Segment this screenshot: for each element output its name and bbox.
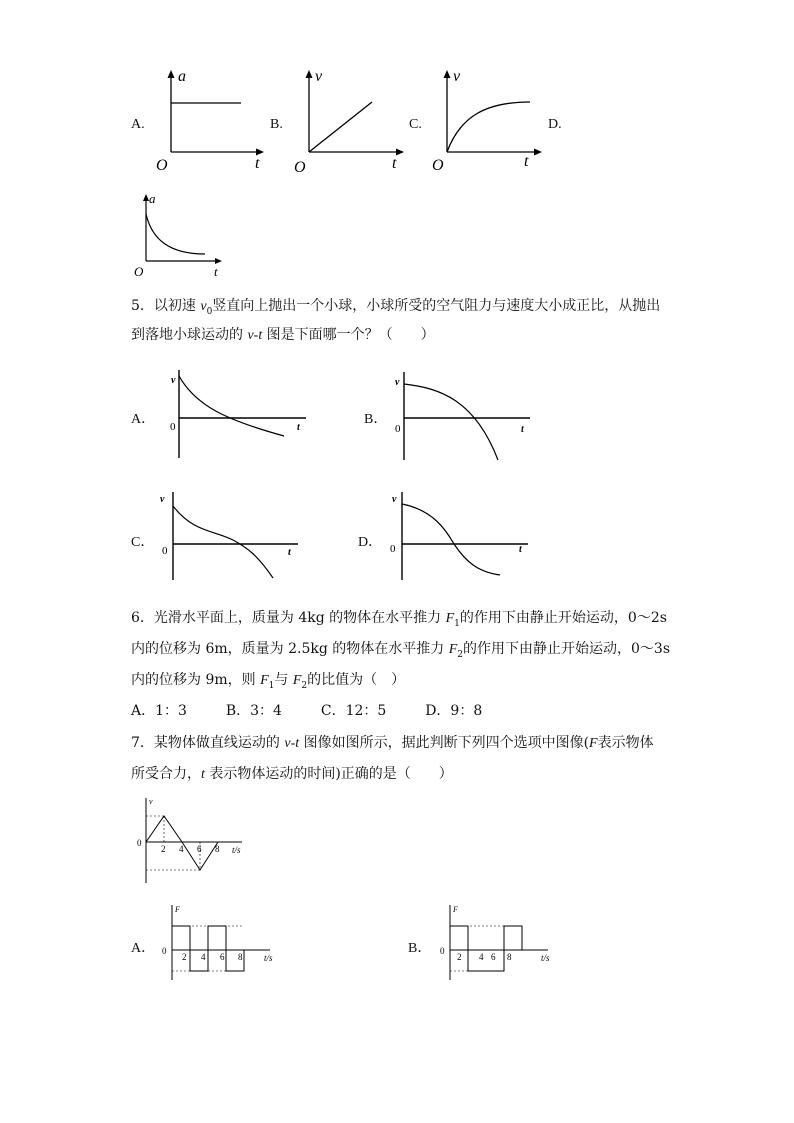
svg-text:2: 2	[182, 952, 187, 962]
svg-text:t: t	[288, 547, 291, 558]
svg-text:8: 8	[238, 952, 243, 962]
q7-option-b-graph	[436, 900, 566, 982]
svg-text:2: 2	[161, 844, 166, 854]
svg-text:0: 0	[162, 946, 167, 956]
q4-graph-c-origin: O	[432, 157, 444, 174]
q5-option-c-label: C．	[131, 535, 155, 550]
svg-text:8: 8	[215, 844, 220, 854]
q4-option-c-label: C.	[409, 117, 422, 132]
svg-text:t: t	[519, 544, 522, 555]
q5-graph-b	[390, 370, 540, 462]
q6-choice-b[interactable]: B．3：4	[225, 703, 282, 719]
q4-graph-d-ylabel: a	[149, 191, 156, 206]
q6-line1: 6．光滑水平面上，质量为 4kg 的物体在水平推力 $F_1$的作用下由静止开始运动，0～2s	[131, 610, 667, 629]
q6-line3: 内的位移为 9m，则 $F_1$与 $F_2$的比值为（ ）	[131, 672, 406, 691]
q4-graph-a-xlabel: t	[255, 155, 260, 172]
svg-text:2: 2	[457, 952, 462, 962]
q4-graph-c	[430, 62, 550, 177]
q7-line1: 7．某物体做直线运动的 v-t 图像如图所示，据此判断下列四个选项中图像(F表示物体	[131, 735, 654, 751]
svg-text:6: 6	[491, 952, 496, 962]
svg-text:6: 6	[220, 952, 225, 962]
svg-text:t: t	[297, 422, 300, 433]
q4-graph-b	[292, 62, 412, 177]
q4-option-a-label: A.	[131, 117, 145, 132]
q5-option-b-label: B．	[364, 412, 388, 427]
svg-text:8: 8	[507, 952, 512, 962]
q4-graph-c-ylabel: v	[453, 68, 461, 85]
q6-choices	[131, 704, 482, 718]
q4-option-d-label: D.	[548, 117, 562, 132]
svg-text:t/s: t/s	[541, 953, 550, 963]
svg-text:0: 0	[440, 946, 445, 956]
q4-graph-c-xlabel: t	[524, 153, 529, 170]
svg-text:t/s: t/s	[264, 953, 273, 963]
q6-line2: 内的位移为 6m，质量为 2.5kg 的物体在水平推力 $F_2$的作用下由静止开始运动，0～3s	[131, 641, 670, 660]
q4-graph-d-origin: O	[134, 264, 144, 279]
q4-graph-d-xlabel: t	[214, 264, 218, 279]
svg-text:0: 0	[390, 543, 396, 555]
q4-graph-a-origin: O	[156, 157, 168, 174]
svg-text:0: 0	[162, 545, 168, 557]
q5-line1: 5．以初速 $v_0$竖直向上抛出一个小球，小球所受的空气阻力与速度大小成正比，从抛出	[131, 298, 661, 317]
svg-text:F: F	[175, 905, 180, 914]
svg-text:v: v	[149, 797, 153, 806]
q4-graph-d	[130, 188, 230, 280]
q6-choice-d[interactable]: D．9：8	[425, 703, 483, 719]
q5-option-a-label: A．	[131, 412, 156, 427]
q7-option-b-label: B．	[408, 941, 432, 956]
svg-text:t/s: t/s	[232, 845, 241, 855]
q7-line2: 所受合力，t 表示物体运动的时间)正确的是（ ）	[131, 766, 453, 782]
q5-line2: 到落地小球运动的 v-t 图是下面哪一个？（ ）	[131, 327, 435, 343]
q5-graph-c	[158, 490, 308, 582]
q4-graph-b-xlabel: t	[392, 155, 397, 172]
q4-graph-a	[150, 62, 270, 177]
q4-graph-a-ylabel: a	[178, 68, 186, 85]
svg-text:4: 4	[201, 952, 206, 962]
q5-graph-a	[166, 368, 316, 460]
q5-graph-d	[388, 490, 538, 582]
svg-text:4: 4	[179, 844, 184, 854]
svg-text:v: v	[392, 494, 397, 505]
q7-option-a-graph	[158, 900, 288, 982]
svg-text:v: v	[171, 375, 176, 386]
svg-text:v: v	[395, 377, 400, 388]
svg-text:4: 4	[479, 952, 484, 962]
svg-text:6: 6	[197, 844, 202, 854]
q4-graph-b-ylabel: v	[315, 68, 323, 85]
q6-choice-c[interactable]: C．12：5	[320, 703, 387, 719]
svg-text:0: 0	[395, 423, 401, 435]
q4-option-b-label: B.	[270, 117, 283, 132]
q5-option-d-label: D．	[358, 535, 383, 550]
svg-text:v: v	[160, 494, 165, 505]
q4-graph-b-origin: O	[294, 159, 306, 176]
svg-text:F: F	[453, 905, 458, 914]
svg-text:0: 0	[137, 838, 142, 848]
q6-choice-a[interactable]: A．1：3	[131, 703, 187, 719]
svg-text:t: t	[521, 424, 524, 435]
q7-option-a-label: A．	[131, 941, 156, 956]
q7-vt-graph	[134, 795, 254, 887]
svg-text:0: 0	[170, 421, 176, 433]
